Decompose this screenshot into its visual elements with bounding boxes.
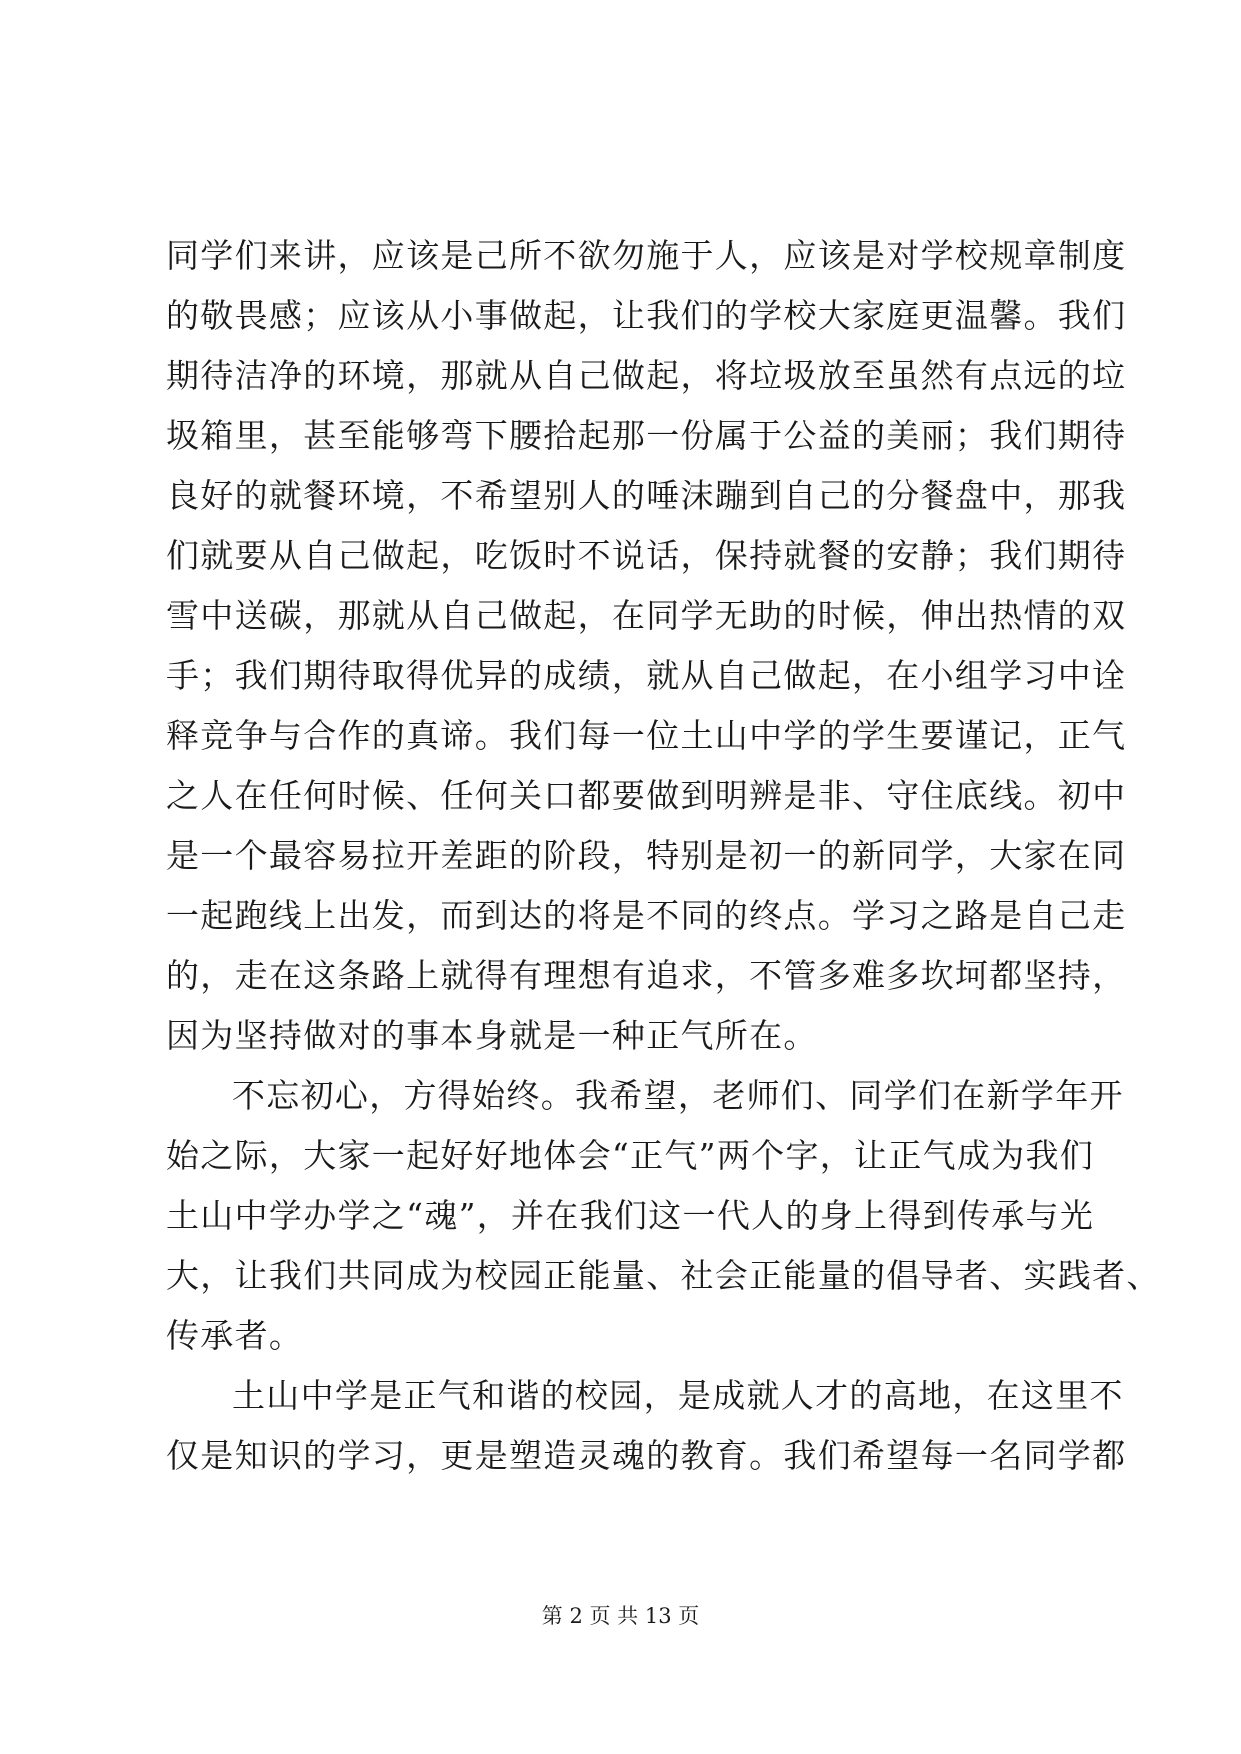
text-line: 良好的就餐环境，不希望别人的唾沫蹦到自己的分餐盘中，那我 — [166, 476, 1127, 515]
body-text — [166, 226, 1161, 1486]
text-line: 雪中送碳，那就从自己做起，在同学无助的时候，伸出热情的双 — [166, 596, 1127, 635]
text-line: 释竞争与合作的真谛。我们每一位土山中学的学生要谨记，正气 — [166, 716, 1127, 755]
text-line: 同学们来讲，应该是己所不欲勿施于人，应该是对学校规章制度 — [166, 236, 1127, 275]
text-line: 的敬畏感；应该从小事做起，让我们的学校大家庭更温馨。我们 — [166, 296, 1127, 335]
text-line: 的，走在这条路上就得有理想有追求，不管多难多坎坷都坚持， — [166, 956, 1127, 995]
text-line: 大，让我们共同成为校园正能量、社会正能量的倡导者、实践者、 — [166, 1256, 1161, 1295]
page-number-footer: 第 2 页 共 13 页 — [541, 1604, 700, 1628]
text-line: 之人在任何时候、任何关口都要做到明辨是非、守住底线。初中 — [166, 776, 1127, 815]
text-line: 因为坚持做对的事本身就是一种正气所在。 — [166, 1016, 818, 1055]
text-line: 土山中学办学之“魂”，并在我们这一代人的身上得到传承与光 — [166, 1196, 1095, 1235]
text-line: 仅是知识的学习，更是塑造灵魂的教育。我们希望每一名同学都 — [166, 1436, 1127, 1475]
text-line: 们就要从自己做起，吃饭时不说话，保持就餐的安静；我们期待 — [166, 536, 1127, 575]
text-line: 圾箱里，甚至能够弯下腰拾起那一份属于公益的美丽；我们期待 — [166, 416, 1127, 455]
text-line: 始之际，大家一起好好地体会“正气”两个字，让正气成为我们 — [166, 1136, 1095, 1175]
text-line: 一起跑线上出发，而到达的将是不同的终点。学习之路是自己走 — [166, 896, 1127, 935]
text-line: 传承者。 — [166, 1316, 304, 1355]
text-line: 是一个最容易拉开差距的阶段，特别是初一的新同学，大家在同 — [166, 836, 1127, 875]
text-line: 土山中学是正气和谐的校园，是成就人才的高地，在这里不 — [232, 1376, 1124, 1415]
text-line: 期待洁净的环境，那就从自己做起，将垃圾放至虽然有点远的垃 — [166, 356, 1127, 395]
text-line: 手；我们期待取得优异的成绩，就从自己做起，在小组学习中诠 — [166, 656, 1127, 695]
text-line: 不忘初心，方得始终。我希望，老师们、同学们在新学年开 — [232, 1076, 1124, 1115]
